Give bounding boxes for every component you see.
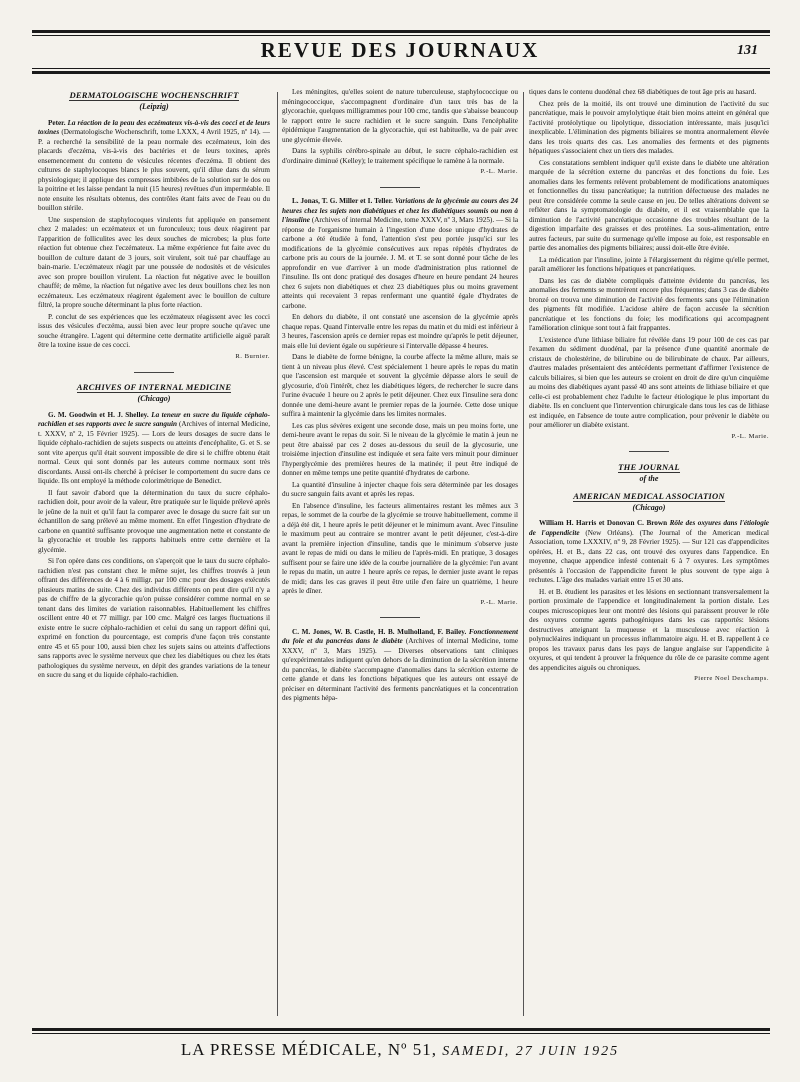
- header-rule-thick-bottom: [32, 71, 770, 74]
- article-title: Variations de la glycémie au cours des 24 heures chez les sujets non diabétiques et chez les diabétiques soumis ou non à l'insuline: [282, 197, 518, 225]
- article-paragraph: [529, 100, 769, 157]
- column-3: [529, 88, 769, 1020]
- article-title: La réaction de la peau des eczémateux vis-à-vis des cocci et de leurs toxines: [38, 118, 270, 137]
- article-paragraph: [282, 88, 518, 145]
- paragraph-text: (New Orléans). (The Journal of the American medical Association, tome LXXXIV, nº 9, 28 Février 1925). — Sur 121 cas d'appendicites opérées, H. et B., dans 22 cas, ont trouvé des oxyures dans l'appendice. En moyenne, chaque appendice infesté contenait 6 à 7 oxyures. Les symptômes présentés à l'occasion de l'appendicite furent le plus souvent de type aigu à rechutes. L'âge des malades variait entre 15 et 30 ans.: [529, 528, 769, 585]
- paragraph-text: Il faut savoir d'abord que la détermination du taux du sucre céphalo-rachidien doit, pour avoir de la valeur, être pratiquée sur le liquide prélevé après le jeûne de la nuit et qu'il faut la comparer avec le dosage du sucre fait sur un échantillon de sang prélevé au même moment. En effet l'ingestion d'hydrate de carbone en quantité suffisante provoque une augmentation nette et constante de la glycorachie et trouble les rapports habituels entre cette dernière et la glycémie.: [38, 488, 270, 554]
- article-paragraph: [38, 557, 270, 681]
- section-heading: [529, 462, 769, 473]
- footer-journal: LA PRESSE MÉDICALE, Nº 51,: [180, 1040, 437, 1059]
- paragraph-text: La médication par l'insuline, jointe à l'élargissement du régime qu'elle permet, paraît améliorer les fonctions hépatiques et pancréatiques.: [529, 255, 769, 273]
- page-number: 131: [737, 43, 758, 58]
- article-authors: L. Jonas, T. G. Miller et I. Teller.: [292, 197, 393, 206]
- article-title: La teneur en sucre du liquide céphalo-rachidien et ses rapports avec le sucre sanguin: [38, 410, 270, 429]
- section-subheading: of the: [639, 474, 659, 484]
- article-title: Fonctionnement du foie et du pancréas dans le diabète: [282, 627, 518, 646]
- paragraph-text: (Archives of internal Medicine, tome XXXV, nº 3, Mars 1925). — Diverses observations tant cliniques qu'expérimentales indiquent qu'en dehors de la diminution de la sécrétion interne du pancréas, le diabète s'accompagne d'anomalies dans la sécrétion externe de cette glande et dans les fonctions hépatiques que les auteurs ont essayé de préciser en déterminant l'activité des ferments pancréatiques et la concentration des pigments hépa-: [282, 637, 518, 703]
- paragraph-text: Ces constatations semblent indiquer qu'il existe dans le diabète une altération marquée de la sécrétion externe du pancréas et des fonctions du foie. Les anomalies dans les ferments relèvent probablement de modifications anatomiques et fonctionnelles du tissu pancréatique; la nutrition défectueuse des malades ne peut être considérée comme la seule cause en jeu. De telles altérations doivent se refléter dans la symptomatologie du diabète, et il est vraisemblable que la diminution de l'activité pancréatique occasionne des troubles résultant de la digestion imparfaite des graisses et des protéines. La sous-alimentation, entre autres facteurs, par suite du surmenage qu'elle impose au foie, est responsable en partie des anomalies des pigments biliaires; aussi doit-elle être évitée.: [529, 158, 769, 252]
- article-paragraph: [38, 119, 270, 214]
- column-2: [282, 88, 518, 1020]
- article-paragraph: [529, 519, 769, 586]
- page-footer: [0, 1040, 800, 1060]
- article-authors: Peter.: [48, 118, 66, 127]
- article-separator: [38, 367, 270, 377]
- article-paragraph: [529, 336, 769, 431]
- paragraph-text: (Archives of internal Medicine, tome XXXV, nº 3, Mars 1925). — Si la réponse de l'organisme humain à l'ingestion d'une dose unique d'hydrates de carbone a été étudiée à fond, l'attention s'est peu portée jusqu'ici sur les modifications de la glycémie consécutives aux repas répétés d'hydrates de carbone pris au cours de la journée. J. M. et T. se sont donné pour tâche de les approfondir en vue d'arriver à un mode d'administration plus rationnel de l'insuline. Ils ont donc pratiqué des dosages d'heure en heure pendant 24 heures chez 6 sujets non diabétiques et chez 23 diabétiques plus ou moins gravement atteints qui recevaient 3 repas renfermant une quantité égale d'hydrates de carbone.: [282, 216, 518, 310]
- article-paragraph: [282, 422, 518, 479]
- separator-line: [380, 187, 420, 188]
- paragraph-text: tiques dans le contenu duodénal chez 68 diabétiques de tout âge pris au hasard.: [529, 88, 757, 96]
- paragraph-text: (Archives of internal Medicine, t. XXXV, nº 2, 15 Février 1925). — Lors de leurs dosages de sucre dans le liquide céphalo-rachidien de sujets suspects ou atteints d'encéphalite, G. et S. se sont vite aperçus qu'il était souvent impossible de dire si le chiffre obtenu était normal. Ceux qui sont donnés par les auteurs comme normaux sont très discordants. Aussi ont-ils cherché à préciser le comportement du sucre dans ce liquide. Ils ont employé la méthode colorimétrique de Benedict.: [38, 420, 270, 486]
- author-signature: Pierre Noel Deschamps.: [694, 675, 769, 683]
- paragraph-text: En dehors du diabète, il ont constaté une ascension de la glycémie après chaque repas. Quand l'intervalle entre les repas du matin et du midi est inférieur à 3 heures, l'ascension après ce dernier repas est moindre qu'après le petit déjeuner, mais elle lui devient égale ou supérieure si l'intervalle dépasse 4 heures.: [282, 313, 518, 350]
- section-heading-text: THE JOURNAL: [618, 461, 680, 472]
- article-paragraph: [38, 313, 270, 351]
- article-paragraph: [282, 147, 518, 166]
- paragraph-text: P. conclut de ses expériences que les eczémateux réagissent avec les cocci issus des vésicules d'eczéma, aussi bien avec leur propre souche qu'avec une souche étrangère. L'agent qui détermine cette dermatite artificielle aiguë paraît être la toxine issue de ces cocci.: [38, 312, 270, 350]
- header-rule-thin-bottom: [32, 68, 770, 69]
- paragraph-text: La quantité d'insuline à injecter chaque fois sera déterminée par les dosages du sucre sanguin faits avant et après les repas.: [282, 480, 518, 499]
- header-rule-thin-top: [32, 35, 770, 36]
- page-title: REVUE DES JOURNAUX: [260, 38, 540, 62]
- article-authors: G. M. Goodwin et H. J. Shelley.: [48, 410, 149, 419]
- section-heading-text: AMERICAN MEDICAL ASSOCIATION: [573, 490, 725, 501]
- paragraph-text: Si l'on opère dans ces conditions, on s'aperçoit que le taux du sucre céphalo-rachidien n'est pas constant chez le même sujet, les chiffres trouvés à jeun offrant des différences de 4 à 6 milligr. par 100 cmc pour des dosages exécutés plusieurs matins de suite. Chez des individus différents on peut dire qu'il n'y a pas de chiffre de la glycorachie qu'on puisse considérer comme normal en se tenant dans des limites de variation raisonnables. Habituellement les chiffres oscillent entre 40 et 77 milligr. par 100 cmc. Malgré ces larges fluctuations il existe entre le sucre céphalo-rachidien et celui du sang un rapport défini qui, exprimé en fonction du pourcentage, est compris d'une façon très constante entre 45 et 65 pour 100, aussi bien chez les sujets sains ou atteints d'affections sans rapports avec le système nerveux que chez les diabétiques ou chez les états pathologiques du système nerveux, en dépit des grandes variations de la teneur en sucre du sang et du liquide céphalo-rachidien.: [38, 557, 270, 680]
- article-paragraph: [529, 159, 769, 254]
- article-paragraph: [529, 256, 769, 275]
- article-authors: William H. Harris et Donovan C. Brown: [539, 519, 668, 528]
- paragraph-text: Les méningites, qu'elles soient de nature tuberculeuse, staphylococcique ou méningococcique, s'accompagnent d'ordinaire d'un taux très bas de la glycorachie, quelques milligrammes pour 100 cmc, tandis que s'abaisse beaucoup le rapport entre le sucre rachidien et le sucre sanguin. Dans l'encéphalite épidémique l'augmentation de la glycorachie, qui est habituelle, va de pair avec une glycémie élevée.: [282, 88, 518, 144]
- article-paragraph: [38, 411, 270, 487]
- footer-rule-thick: [32, 1028, 770, 1031]
- article-paragraph: [282, 313, 518, 351]
- paragraph-text: En l'absence d'insuline, les facteurs alimentaires restant les mêmes aux 3 repas, le sommet de la courbe de la glycémie se trouve habituellement, comme il a déjà été dit, 1 heure après le petit déjeuner et le minimum avant. Avec l'insuline le maximum peut au contraire se montrer avant le petit déjeuner, c'est-à-dire avant la première injection d'insuline, tandis que le minimum s'observe juste avant le repas de midi ou dans le milieu de l'après-midi. En pratique, 3 dosages suffisent pour se faire une idée de la courbe journalière de la glycémie: l'un avant le repas du matin, un autre 1 heure après ce repas, le dernier juste avant le repas de midi; dans les cas graves il peut être utile d'en faire un quatrième, 1 heure après le dîner.: [282, 501, 518, 596]
- paragraph-text: L'existence d'une lithiase biliaire fut révélée dans 19 pour 100 de ces cas par l'examen du sédiment duodénal, par la présence d'une quantité anormale de cristaux de cholestérine, de bilirubine ou de bilirubinate de chaux. Par ailleurs, d'autres malades présentaient des antécédents permettant d'affirmer l'existence de calculs biliaires, si bien que les auteurs se croient en droit de dire qu'un cinquième au moins des diabétiques ayant passé 40 ans sont atteints de lithiase biliaire et que celle-ci est probablement chez l'adulte le facteur étiologique le plus important du diabète. Ils en concluent que l'intervention chirurgicale dans tous les cas de lithiase est indiquée, en l'absence de toute autre complication, pour prévenir le diabète ou pour améliorer un diabète existant.: [529, 335, 769, 429]
- paragraph-text: Dans le diabète de forme bénigne, la courbe affecte la même allure, mais se tient à un niveau plus élevé. C'est spécialement 1 heure après le repas du matin que l'ascension est marquée et souvent la glycémie dépasse alors le seuil de glycosurie, d'où l'intérêt, chez les diabétiques légers, de rechercher le sucre dans l'urine évacuée 1 heure ou 2 après le petit déjeuner. Chez eux l'insuline sera donc donnée une demi-heure avant le premier repas de la journée. Cette dose unique suffira à maintenir la glycémie dans les limites normales.: [282, 353, 518, 419]
- paragraph-text: H. et B. étudient les parasites et les lésions en sectionnant transversalement la portion proximale de l'appendice et longitudinalement la portion distale. Les coupes microscopiques leur ont montré des lésions qui paraissent prouver le rôle des oxyures comme agents pathogéniques dans les cas rapportés: lésions destructives atteignant la muqueuse et la musculeuse avec réaction à polynucléaires indiquant un processus inflammatoire aigu. H. et B. rappellent à ce propos les travaux parus dans les pays de langue anglaise sur l'appendicite à oxyures, et qui tendent à prouver la fréquence du rôle de ce parasite comme agent des appendicites aiguës ou chroniques.: [529, 587, 769, 672]
- article-paragraph: [38, 489, 270, 556]
- author-signature: P.-L. Marie.: [731, 432, 769, 440]
- paragraph-text: Les cas plus sévères exigent une seconde dose, mais un peu moins forte, une demi-heure avant le repas du soir. Si le niveau de la glycémie le matin à jeun ne peut être abaissé par ces 2 doses au-dessous du seuil de la glycosurie, une troisième injection d'insuline est indiquée et sera faite vers minuit pour diminuer l'hyperglycémie des premières heures de la matinée; il peut être indiqué de donner en même temps une petite quantité d'hydrates de carbone.: [282, 421, 518, 478]
- paragraph-text: (Dermatologische Wochenschrift, tome LXXX, 4 Avril 1925, nº 14). — P. a recherché la sensibilité de la peau normale des eczémateux, loin des placards d'eczéma, vis-à-vis des bactéries et de leurs toxines, après ensemencement du contenu de vésicules récentes d'eczéma. Il obtient des cultures de staphylocoques blancs le plus souvent, qu'il dilue dans du sérum physiologique; il applique des compresses imbibées de la solution sur le dos ou la poitrine et les laisse pendant la nuit (15 heures) revêtues d'un imperméable. Il note ensuite les résultats obtenus, des contrôles étant faits avec de l'eau ou du bouillon stérile.: [38, 128, 270, 213]
- paragraph-text: Chez près de la moitié, ils ont trouvé une diminution de l'activité du suc pancréatique, mais le pouvoir amylolytique était bien moins atteint en général que l'activité protéolytique ou lipolytique, dissociation intéressante, mais jusqu'ici inexplicable. L'élimination des pigments biliaires se montra anormalement élevée dans les trois quarts des cas. Les anomalies des ferments et des pigments hépatiques s'associaient chez un tiers des malades.: [529, 99, 769, 155]
- article-paragraph: [282, 502, 518, 597]
- section-heading: [529, 491, 769, 502]
- paragraph-text: Dans la syphilis cérébro-spinale au début, le sucre céphalo-rachidien est d'ordinaire diminué (Kelley); le traitement spécifique le ramène à la normale.: [282, 147, 518, 165]
- article-paragraph: [282, 481, 518, 500]
- article-paragraph: [282, 628, 518, 704]
- footer-rule-thin: [32, 1033, 770, 1034]
- article-title: Rôle des oxyures dans l'étiologie de l'appendicite: [529, 519, 769, 537]
- section-subheading: (Leipzig): [139, 102, 169, 112]
- author-signature: P.-L. Marie.: [480, 168, 518, 175]
- separator-line: [134, 372, 174, 373]
- article-paragraph: [529, 588, 769, 674]
- section-subheading: (Chicago): [137, 394, 171, 404]
- article-paragraph: [529, 277, 769, 334]
- section-heading-text: DERMATOLOGISCHE WOCHENSCHRIFT: [69, 90, 239, 100]
- paragraph-text: Une suspension de staphylocoques virulents fut appliquée en pansement chez 2 malades: un eczémateux et un furonculeux; tous deux réagirent par l'apparition de folliculites avec les deux souches de microbes; la plus forte réaction fut obtenue chez l'eczémateux. La même expérience fut faite avec du bouillon de culture datant de 3 jours, soit virulent, soit tué par chauffage au bain-marie. L'eczémateux réagit par une poussée de nodosités et de vésicules avec son propre bouillon virulent. La réaction fut négative avec le bouillon chauffé; de même, la réaction fut négative avec les deux bouillons chez les non eczémateux. Les eczémateux réagirent également avec le bouillon de culture filtré, la propre souche déterminant la plus forte réaction.: [38, 215, 270, 310]
- header-rule-thick-top: [32, 30, 770, 33]
- author-signature: P.-L. Marie.: [480, 598, 518, 606]
- separator-line: [629, 451, 669, 452]
- section-heading: [38, 382, 270, 393]
- author-signature: R. Burnier.: [235, 352, 270, 360]
- article-authors: C. M. Jones, W. B. Castle, H. B. Mulholland, F. Bailey.: [292, 627, 467, 636]
- column-1: [38, 88, 270, 1020]
- section-heading: [38, 90, 270, 101]
- article-separator: [282, 182, 518, 192]
- paragraph-text: Dans les cas de diabète compliqués d'atteinte évidente du pancréas, les anomalies des ferments se montrèrent encore plus fréquentes; dans 3 cas de diabète bronzé on trouva une diminution de l'activité des ferments sans que l'élimination des pigments fût modifiée. L'acidose altère de façon accusée la sécrétion pancréatique et les fonctions du foie; les modifications qui accompagnent l'amélioration clinique sont tout à fait frappantes.: [529, 276, 769, 332]
- section-heading-text: ARCHIVES OF INTERNAL MEDICINE: [76, 382, 232, 393]
- article-paragraph: [38, 216, 270, 311]
- article-columns: [38, 88, 768, 1020]
- footer-date: SAMEDI, 27 JUIN 1925: [442, 1044, 620, 1059]
- article-paragraph: [529, 88, 769, 98]
- separator-line: [380, 617, 420, 618]
- article-paragraph: [282, 353, 518, 420]
- article-separator: [529, 446, 769, 456]
- section-subheading: (Chicago): [632, 502, 666, 512]
- article-paragraph: [282, 197, 518, 311]
- article-separator: [282, 612, 518, 622]
